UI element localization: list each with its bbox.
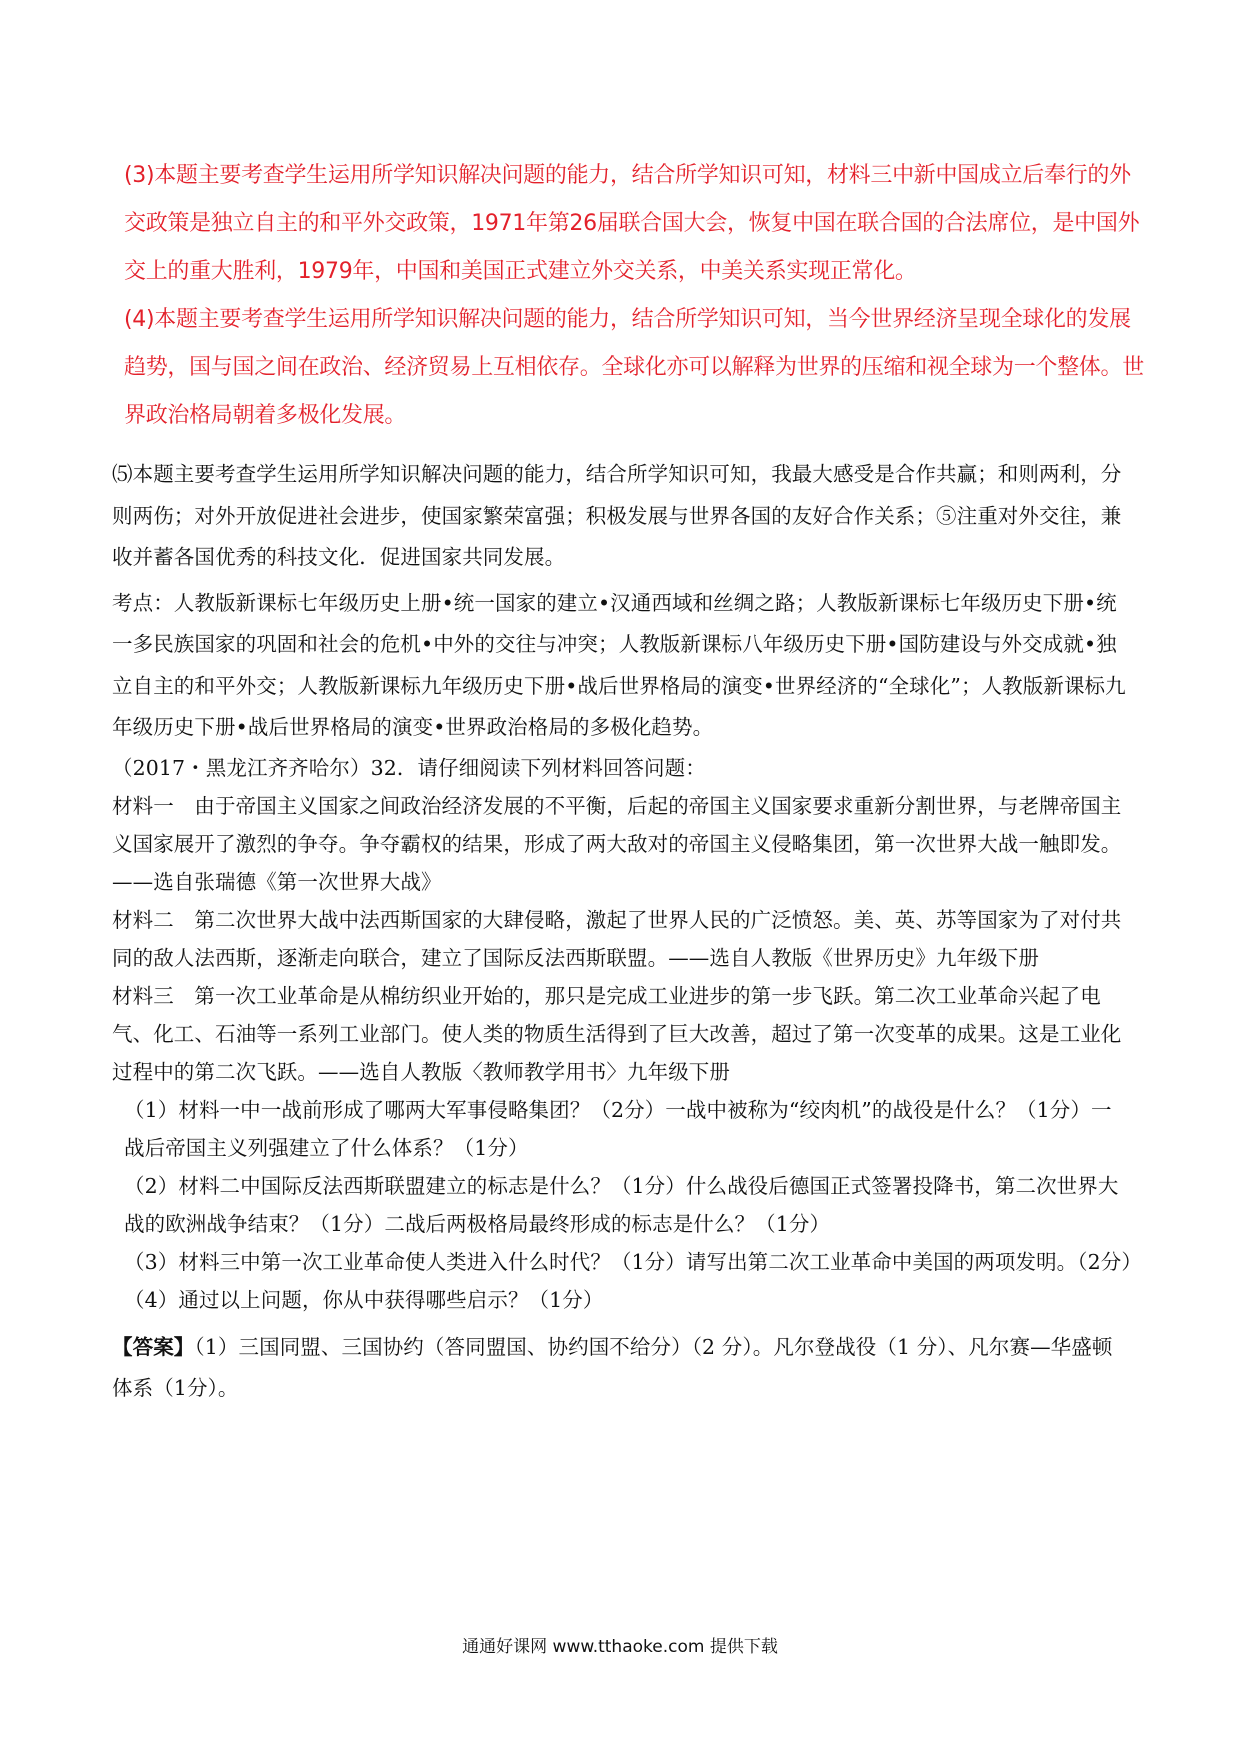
page-footer: 通通好课网 www.tthaoke.com 提供下载 — [462, 1637, 778, 1657]
answer-paragraph — [112, 1327, 1132, 1410]
analysis-paragraph-5: ⑸本题主要考查学生运用所学知识解决问题的能力，结合所学知识可知，我最大感受是合作共赢；和则两利，分则两伤；对外开放促进社会进步，使国家繁荣富强；积极发展与世界各国的友好合作关系；⑤注重对外交往，兼收并蓄各国优秀的科技文化．促进国家共同发展。 — [112, 462, 1122, 569]
material-2: 材料二 第二次世界大战中法西斯国家的大肆侵略，激起了世界人民的广泛愤怒。美、英、苏等国家为了对付共同的敌人法西斯，逐渐走向联合，建立了国际反法西斯联盟。——选自人教版《世界历史》九年级下册 — [112, 907, 1122, 970]
question-4: （4）通过以上问题，你从中获得哪些启示？（1分） — [124, 1287, 604, 1312]
answer-text: （1）三国同盟、三国协约（答同盟国、协约国不给分）（2 分）。凡尔登战役（1 分）、凡尔赛—华盛顿体系（1分）。 — [112, 1334, 1113, 1400]
answer-label: 【答案】 — [112, 1334, 195, 1359]
question-header: （2017・黑龙江齐齐哈尔）32．请仔细阅读下列材料回答问题： — [112, 755, 706, 780]
analysis-paragraph-3: (3)本题主要考查学生运用所学知识解决问题的能力，结合所学知识可知，材料三中新中国成立后奉行的外交政策是独立自主的和平外交政策，1971年第26届联合国大会，恢复中国在联合国的合法席位，是中国外交上的重大胜利，1979年，中国和美国正式建立外交关系，中美关系实现正常化。 — [124, 163, 1140, 284]
main-text-section — [112, 454, 1142, 1410]
material-3: 材料三 第一次工业革命是从棉纺织业开始的，那只是完成工业进步的第一步飞跃。第二次工业革命兴起了电气、化工、石油等一系列工业部门。使人类的物质生活得到了巨大改善，超过了第一次变革的成果。这是工业化过程中的第二次飞跃。——选自人教版〈教师教学用书〉九年级下册 — [112, 983, 1122, 1084]
material-1: 材料一 由于帝国主义国家之间政治经济发展的不平衡，后起的帝国主义国家要求重新分割世界，与老牌帝国主义国家展开了激烈的争夺。争夺霸权的结果，形成了两大敌对的帝国主义侵略集团，第一次世界大战一触即发。——选自张瑞德《第一次世界大战》 — [112, 793, 1122, 894]
question-3: （3）材料三中第一次工业革命使人类进入什么时代？（1分）请写出第二次工业革命中美国的两项发明。（2分） — [124, 1249, 1142, 1274]
question-1: （1）材料一中一战前形成了哪两大军事侵略集团？（2分）一战中被称为“绞肉机”的战役是什么？（1分）一战后帝国主义列强建立了什么体系？（1分） — [124, 1097, 1112, 1160]
analysis-red-section — [124, 152, 1144, 440]
question-2: （2）材料二中国际反法西斯联盟建立的标志是什么？（1分）什么战役后德国正式签署投降书，第二次世界大战的欧洲战争结束？（1分）二战后两极格局最终形成的标志是什么？（1分） — [124, 1173, 1119, 1236]
analysis-paragraph-4: (4)本题主要考查学生运用所学知识解决问题的能力，结合所学知识可知，当今世界经济呈现全球化的发展趋势，国与国之间在政治、经济贸易上互相依存。全球化亦可以解释为世界的压缩和视全球为一个整体。世界政治格局朝着多极化发展。 — [124, 307, 1144, 428]
kaodian-paragraph: 考点：人教版新课标七年级历史上册•统一国家的建立•汉通西域和丝绸之路；人教版新课标七年级历史下册•统一多民族国家的巩固和社会的危机•中外的交往与冲突；人教版新课标八年级历史下册•国防建设与外交成就•独立自主的和平外交；人教版新课标九年级历史下册•战后世界格局的演变•世界经济的“全球化”；人教版新课标九年级历史下册•战后世界格局的演变•世界政治格局的多极化趋势。 — [112, 590, 1126, 739]
